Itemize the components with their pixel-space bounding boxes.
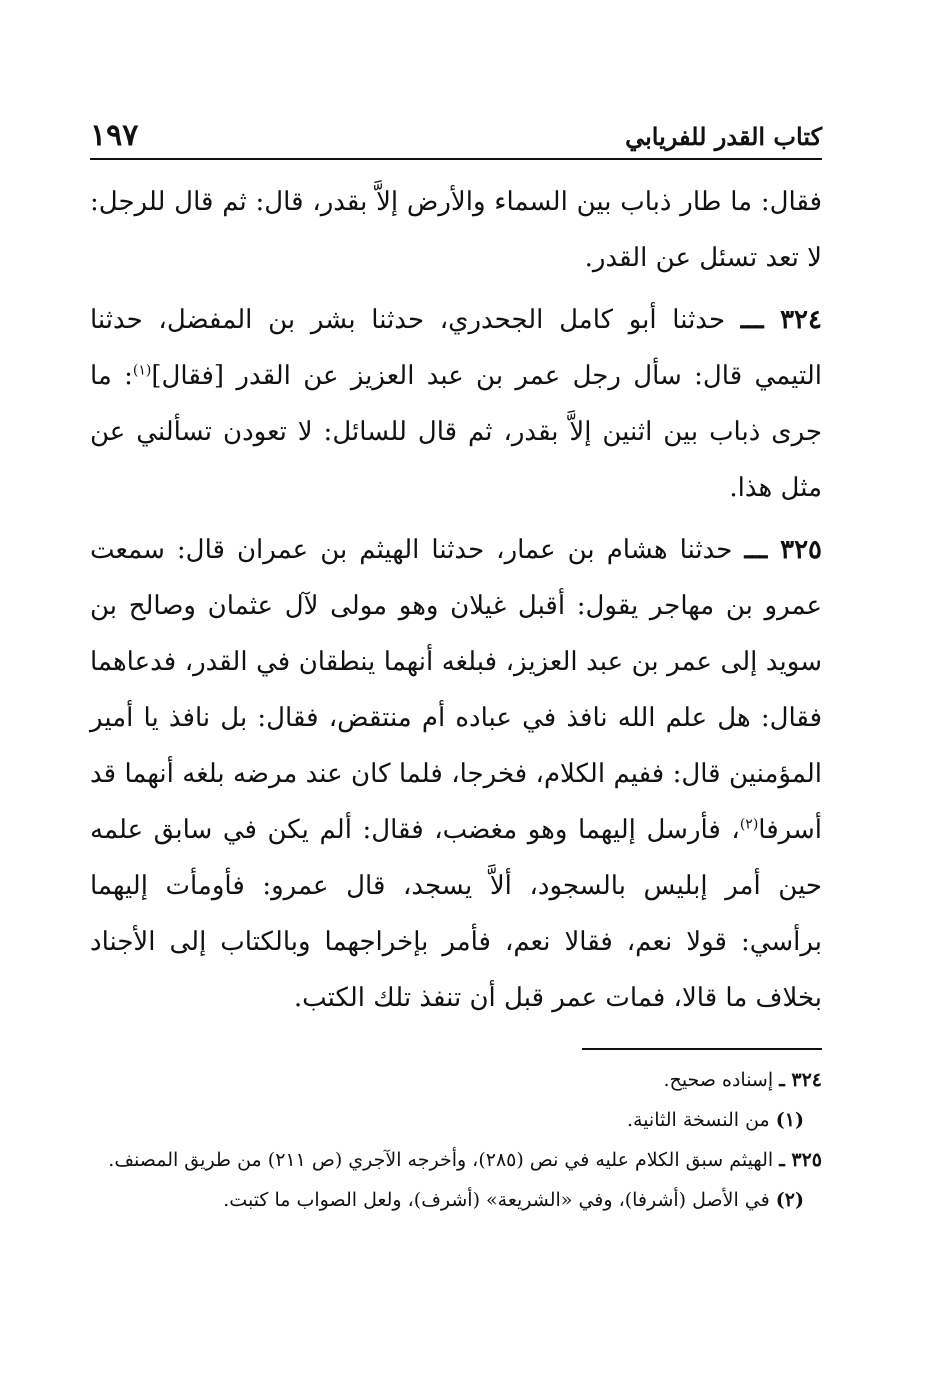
book-page — [90, 112, 822, 1312]
footnote-text: من النسخة الثانية. — [626, 1109, 770, 1131]
paragraph-text: حدثنا أبو كامل الجحدري، حدثنا بشر بن المفضل، حدثنا التيمي قال: سأل رجل عمر بن عبد العزيز عن القدر [فقال] — [90, 305, 822, 391]
footnote-item — [90, 1100, 822, 1140]
entry-number: ٣٢٤ ـــ — [740, 305, 822, 335]
paragraph-entry-325 — [90, 522, 822, 1026]
footnote-item — [90, 1140, 822, 1180]
page-number: ١٩٧ — [90, 118, 139, 153]
page-header — [90, 112, 822, 160]
footnote-item — [90, 1180, 822, 1220]
footnote-tag: ٣٢٤ ـ — [779, 1069, 822, 1091]
footnote-text: إسناده صحيح. — [663, 1069, 774, 1091]
footnote-tag: (١) — [775, 1109, 804, 1131]
paragraph-continuation — [90, 174, 822, 286]
header-rule — [90, 158, 822, 160]
footnote-item — [90, 1060, 822, 1100]
footnote-tag: (٢) — [775, 1189, 804, 1211]
paragraph-text: حدثنا هشام بن عمار، حدثنا الهيثم بن عمران قال: سمعت عمرو بن مهاجر يقول: أقبل غيلان وهو مولى لآل عثمان وصالح بن سويد إلى عمر بن عبد العزيز، فبلغه أنهما ينطقان في القدر، فدعاهما فقال: هل علم الله نافذ في عباده أم منتقض، فقال: بل نافذ يا أمير المؤمنين قال: ففيم الكلام، فخرجا، فلما كان عند مرضه بلغه أنهما قد أسرفا — [90, 535, 822, 845]
footnote-reference[interactable]: (١) — [132, 362, 152, 379]
footnote-text: في الأصل (أشرفا)، وفي «الشريعة» (أشرف)، ولعل الصواب ما كتبت. — [223, 1189, 770, 1211]
footnote-reference[interactable]: (٢) — [739, 816, 759, 833]
footnote-tag: ٣٢٥ ـ — [779, 1149, 822, 1171]
footnote-text: الهيثم سبق الكلام عليه في نص (٢٨٥)، وأخرجه الآجري (ص ٢١١) من طريق المصنف. — [108, 1149, 774, 1171]
paragraph-entry-324 — [90, 292, 822, 516]
paragraph-text: : ما جرى ذباب بين اثنين إلاَّ بقدر، ثم قال للسائل: لا تعودن تسألني عن مثل هذا. — [90, 361, 822, 503]
footnotes — [90, 1060, 822, 1220]
page-body — [90, 174, 822, 1026]
paragraph-text: فقال: ما طار ذباب بين السماء والأرض إلاَّ بقدر، قال: ثم قال للرجل: لا تعد تسئل عن القدر. — [90, 187, 822, 273]
footnote-separator — [582, 1048, 822, 1050]
book-title: كتاب القدر للفريابي — [625, 122, 822, 151]
entry-number: ٣٢٥ ـــ — [744, 535, 823, 565]
paragraph-text: ، فأرسل إليهما وهو مغضب، فقال: ألم يكن في سابق علمه حين أمر إبليس بالسجود، ألاَّ يسجد، قال عمرو: فأومأت إليهما برأسي: قولا نعم، فقالا نعم، فأمر بإخراجهما وبالكتاب إلى الأجناد بخلاف ما قالا، فمات عمر قبل أن تنفذ تلك الكتب. — [90, 815, 822, 1013]
